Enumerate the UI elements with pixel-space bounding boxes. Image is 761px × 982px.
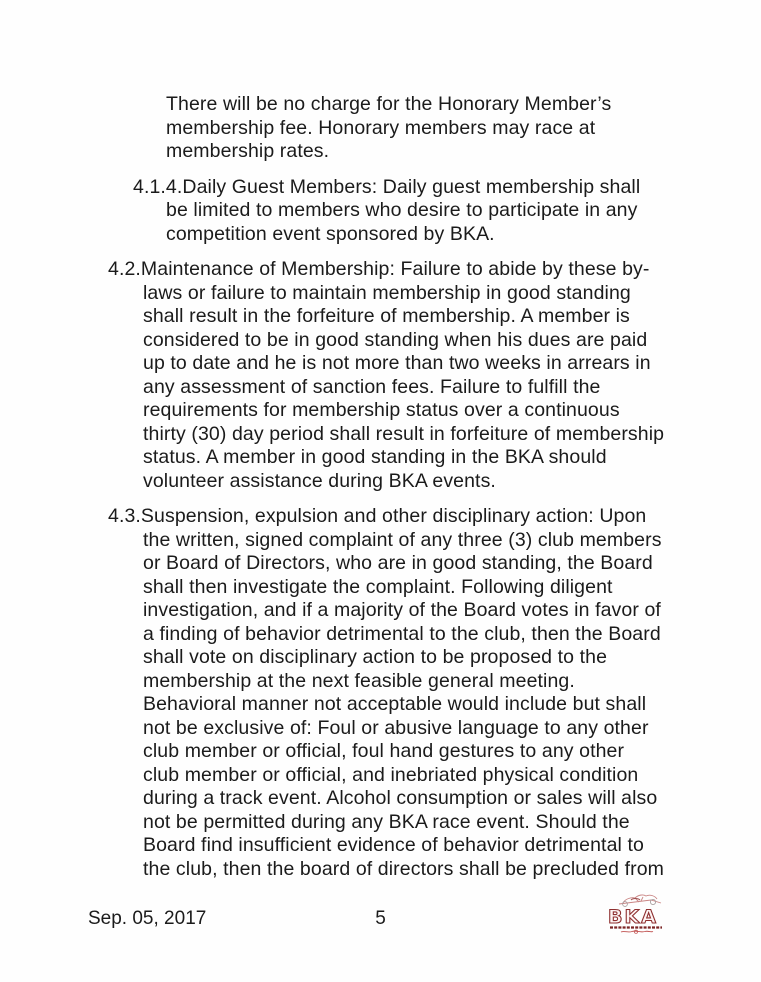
text-line: laws or failure to maintain membership in good standing — [143, 281, 631, 304]
text-line: membership rates. — [166, 140, 330, 162]
text-line: considered to be in good standing when his dues are paid — [143, 328, 648, 351]
text-line: or Board of Directors, who are in good standing, the Board — [143, 552, 653, 574]
text-line: membership fee. Honorary members may race at — [166, 116, 596, 139]
text-line: Behavioral manner not acceptable would include but shall — [143, 693, 647, 715]
text-line: club member or official, and inebriated physical condition — [143, 763, 639, 786]
document-body — [0, 93, 761, 893]
text-line: any assessment of sanction fees. Failure to fulfill the — [143, 375, 601, 398]
paragraph — [0, 93, 761, 164]
text-line: There will be no charge for the Honorary Member’s — [166, 93, 612, 115]
kart-sketch-icon — [619, 895, 661, 906]
logo-letters: BKA — [608, 906, 658, 928]
text-line: membership at the next feasible general meeting. — [143, 669, 575, 692]
text-line: investigation, and if a majority of the Board votes in favor of — [143, 599, 661, 621]
paragraph — [0, 176, 761, 247]
footer-page-number: 5 — [375, 908, 386, 929]
text-line: a finding of behavior detrimental to the club, then the Board — [143, 622, 661, 645]
footer-date: Sep. 05, 2017 — [88, 908, 207, 929]
text-line: the club, then the board of directors shall be precluded from — [143, 857, 664, 880]
text-line: 4.1.4.Daily Guest Members: Daily guest membership shall — [133, 175, 641, 198]
paragraph — [0, 505, 761, 881]
text-line: Board find insufficient evidence of behavior detrimental to — [143, 834, 644, 856]
text-line: requirements for membership status over a continuous — [143, 399, 620, 421]
text-line: club member or official, foul hand gestures to any other — [143, 740, 625, 762]
bka-kart-logo-icon — [605, 891, 669, 939]
text-line: competition event sponsored by BKA. — [166, 222, 495, 245]
text-line: 4.2.Maintenance of Membership: Failure to abide by these by- — [108, 258, 650, 280]
text-line: not be exclusive of: Foul or abusive language to any other — [143, 716, 649, 739]
logo-tagline-script — [621, 931, 653, 932]
text-line: thirty (30) day period shall result in forfeiture of membership — [143, 422, 665, 445]
text-line: up to date and he is not more than two weeks in arrears in — [143, 352, 651, 374]
bka-logo — [605, 891, 669, 939]
text-line: shall then investigate the complaint. Following diligent — [143, 575, 613, 598]
text-line: be limited to members who desire to participate in any — [166, 199, 638, 221]
text-line: the written, signed complaint of any three (3) club members — [143, 528, 662, 551]
text-line: volunteer assistance during BKA events. — [143, 469, 496, 492]
paragraph — [0, 258, 761, 493]
text-line: shall result in the forfeiture of membership. A member is — [143, 305, 630, 327]
text-line: during a track event. Alcohol consumption or sales will also — [143, 787, 658, 809]
text-line: 4.3.Suspension, expulsion and other disciplinary action: Upon — [108, 505, 647, 527]
text-line: not be permitted during any BKA race event. Should the — [143, 810, 630, 833]
text-line: shall vote on disciplinary action to be proposed to the — [143, 646, 608, 668]
text-line: status. A member in good standing in the BKA should — [143, 446, 607, 468]
